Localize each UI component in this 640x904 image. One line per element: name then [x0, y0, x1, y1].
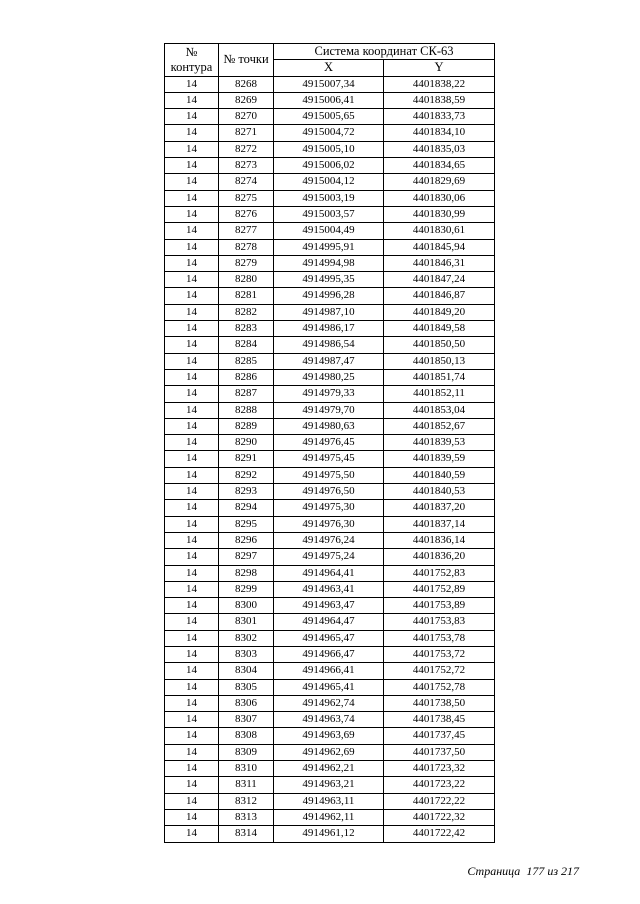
table-row — [165, 353, 495, 369]
table-row — [165, 516, 495, 532]
point-number-cell: 8268 — [219, 76, 274, 92]
contour-number-cell: 14 — [165, 337, 219, 353]
y-coordinate-cell: 4401830,06 — [384, 190, 495, 206]
contour-number-header — [165, 44, 219, 77]
table-row — [165, 418, 495, 434]
y-coordinate-cell: 4401850,50 — [384, 337, 495, 353]
table-row — [165, 809, 495, 825]
y-coordinate-cell: 4401753,72 — [384, 646, 495, 662]
table-header — [165, 44, 495, 77]
table-row — [165, 255, 495, 271]
y-coordinate-cell: 4401838,59 — [384, 92, 495, 108]
x-coordinate-cell: 4915004,72 — [274, 125, 384, 141]
contour-number-cell: 14 — [165, 92, 219, 108]
table-row — [165, 402, 495, 418]
x-coordinate-cell: 4914966,47 — [274, 646, 384, 662]
y-coordinate-cell: 4401845,94 — [384, 239, 495, 255]
y-coordinate-cell: 4401738,50 — [384, 695, 495, 711]
point-number-cell: 8278 — [219, 239, 274, 255]
point-number-cell: 8298 — [219, 565, 274, 581]
point-number-cell: 8285 — [219, 353, 274, 369]
contour-number-cell: 14 — [165, 598, 219, 614]
contour-number-cell: 14 — [165, 712, 219, 728]
point-number-cell: 8281 — [219, 288, 274, 304]
y-coordinate-cell: 4401834,10 — [384, 125, 495, 141]
x-coordinate-cell: 4914963,47 — [274, 598, 384, 614]
y-coordinate-cell: 4401852,11 — [384, 386, 495, 402]
contour-number-cell: 14 — [165, 158, 219, 174]
y-coordinate-cell: 4401849,20 — [384, 304, 495, 320]
x-coordinate-cell: 4914979,70 — [274, 402, 384, 418]
x-coordinate-cell: 4914976,24 — [274, 532, 384, 548]
point-number-cell: 8277 — [219, 223, 274, 239]
y-coordinate-cell: 4401752,72 — [384, 663, 495, 679]
contour-number-cell: 14 — [165, 109, 219, 125]
table-row — [165, 239, 495, 255]
contour-number-cell: 14 — [165, 402, 219, 418]
y-coordinate-cell: 4401849,58 — [384, 321, 495, 337]
table-body — [165, 76, 495, 842]
x-coordinate-cell: 4914975,24 — [274, 549, 384, 565]
point-number-cell: 8306 — [219, 695, 274, 711]
x-coordinate-cell: 4914962,69 — [274, 744, 384, 760]
x-coordinate-cell: 4914963,21 — [274, 777, 384, 793]
x-coordinate-cell: 4914986,17 — [274, 321, 384, 337]
table-row — [165, 728, 495, 744]
contour-number-cell: 14 — [165, 190, 219, 206]
y-coordinate-cell: 4401830,61 — [384, 223, 495, 239]
point-number-cell: 8313 — [219, 809, 274, 825]
point-number-cell: 8284 — [219, 337, 274, 353]
x-coordinate-cell: 4914979,33 — [274, 386, 384, 402]
point-number-cell: 8290 — [219, 435, 274, 451]
table-row — [165, 158, 495, 174]
x-coordinate-cell: 4914962,74 — [274, 695, 384, 711]
contour-number-cell: 14 — [165, 744, 219, 760]
table-row — [165, 190, 495, 206]
table-row — [165, 646, 495, 662]
contour-number-cell: 14 — [165, 451, 219, 467]
x-coordinate-cell: 4914994,98 — [274, 255, 384, 271]
contour-number-cell: 14 — [165, 125, 219, 141]
table-row — [165, 369, 495, 385]
x-coordinate-cell: 4914964,41 — [274, 565, 384, 581]
table-row — [165, 679, 495, 695]
x-coordinate-cell: 4915004,12 — [274, 174, 384, 190]
y-coordinate-cell: 4401839,59 — [384, 451, 495, 467]
table-row — [165, 532, 495, 548]
point-number-cell: 8272 — [219, 141, 274, 157]
table-row — [165, 272, 495, 288]
table-row — [165, 484, 495, 500]
table-row — [165, 826, 495, 842]
table-row — [165, 744, 495, 760]
x-coordinate-cell: 4914976,50 — [274, 484, 384, 500]
y-coordinate-cell: 4401833,73 — [384, 109, 495, 125]
table-row — [165, 565, 495, 581]
contour-number-cell: 14 — [165, 435, 219, 451]
x-coordinate-cell: 4914976,30 — [274, 516, 384, 532]
contour-number-cell: 14 — [165, 809, 219, 825]
contour-number-cell: 14 — [165, 565, 219, 581]
y-column-header: Y — [384, 60, 495, 76]
y-coordinate-cell: 4401846,87 — [384, 288, 495, 304]
contour-number-cell: 14 — [165, 663, 219, 679]
contour-number-cell: 14 — [165, 255, 219, 271]
y-coordinate-cell: 4401835,03 — [384, 141, 495, 157]
point-number-cell: 8312 — [219, 793, 274, 809]
y-coordinate-cell: 4401850,13 — [384, 353, 495, 369]
y-coordinate-cell: 4401830,99 — [384, 206, 495, 222]
table-row — [165, 174, 495, 190]
x-coordinate-cell: 4914965,41 — [274, 679, 384, 695]
point-number-cell: 8280 — [219, 272, 274, 288]
table-row — [165, 321, 495, 337]
contour-number-cell: 14 — [165, 386, 219, 402]
y-coordinate-cell: 4401834,65 — [384, 158, 495, 174]
point-number-cell: 8276 — [219, 206, 274, 222]
x-coordinate-cell: 4914996,28 — [274, 288, 384, 304]
y-coordinate-cell: 4401753,78 — [384, 630, 495, 646]
table-row — [165, 695, 495, 711]
point-number-header: № точки — [219, 44, 274, 77]
contour-number-cell: 14 — [165, 418, 219, 434]
table-row — [165, 761, 495, 777]
y-coordinate-cell: 4401722,42 — [384, 826, 495, 842]
contour-number-cell: 14 — [165, 353, 219, 369]
y-coordinate-cell: 4401836,20 — [384, 549, 495, 565]
contour-number-cell: 14 — [165, 679, 219, 695]
contour-number-cell: 14 — [165, 532, 219, 548]
contour-number-cell: 14 — [165, 206, 219, 222]
page-footer — [467, 864, 579, 879]
table-row — [165, 598, 495, 614]
contour-number-cell: 14 — [165, 321, 219, 337]
point-number-cell: 8304 — [219, 663, 274, 679]
point-number-cell: 8271 — [219, 125, 274, 141]
x-coordinate-cell: 4914966,41 — [274, 663, 384, 679]
y-coordinate-cell: 4401840,59 — [384, 467, 495, 483]
point-number-cell: 8305 — [219, 679, 274, 695]
y-coordinate-cell: 4401852,67 — [384, 418, 495, 434]
y-coordinate-cell: 4401851,74 — [384, 369, 495, 385]
contour-number-cell: 14 — [165, 174, 219, 190]
point-number-cell: 8307 — [219, 712, 274, 728]
point-number-cell: 8288 — [219, 402, 274, 418]
x-coordinate-cell: 4914987,10 — [274, 304, 384, 320]
point-number-cell: 8311 — [219, 777, 274, 793]
x-coordinate-cell: 4914980,25 — [274, 369, 384, 385]
point-number-cell: 8300 — [219, 598, 274, 614]
point-number-cell: 8279 — [219, 255, 274, 271]
point-number-cell: 8286 — [219, 369, 274, 385]
x-coordinate-cell: 4914986,54 — [274, 337, 384, 353]
x-coordinate-cell: 4914965,47 — [274, 630, 384, 646]
x-coordinate-cell: 4914975,45 — [274, 451, 384, 467]
x-coordinate-cell: 4914963,69 — [274, 728, 384, 744]
point-number-cell: 8310 — [219, 761, 274, 777]
x-coordinate-cell: 4914976,45 — [274, 435, 384, 451]
y-coordinate-cell: 4401836,14 — [384, 532, 495, 548]
point-number-cell: 8291 — [219, 451, 274, 467]
y-coordinate-cell: 4401839,53 — [384, 435, 495, 451]
contour-number-cell: 14 — [165, 826, 219, 842]
contour-number-cell: 14 — [165, 141, 219, 157]
table-row — [165, 663, 495, 679]
x-coordinate-cell: 4915005,10 — [274, 141, 384, 157]
point-number-cell: 8296 — [219, 532, 274, 548]
table-row — [165, 76, 495, 92]
table-row — [165, 793, 495, 809]
point-number-cell: 8301 — [219, 614, 274, 630]
table-row — [165, 206, 495, 222]
table-row — [165, 92, 495, 108]
contour-number-cell: 14 — [165, 777, 219, 793]
table-row — [165, 549, 495, 565]
point-number-cell: 8283 — [219, 321, 274, 337]
table-row — [165, 435, 495, 451]
y-coordinate-cell: 4401752,78 — [384, 679, 495, 695]
point-number-cell: 8269 — [219, 92, 274, 108]
contour-number-cell: 14 — [165, 793, 219, 809]
point-number-cell: 8308 — [219, 728, 274, 744]
y-coordinate-cell: 4401837,20 — [384, 500, 495, 516]
x-coordinate-cell: 4914962,11 — [274, 809, 384, 825]
x-column-header: X — [274, 60, 384, 76]
contour-number-cell: 14 — [165, 76, 219, 92]
y-coordinate-cell: 4401752,83 — [384, 565, 495, 581]
x-coordinate-cell: 4915005,65 — [274, 109, 384, 125]
y-coordinate-cell: 4401840,53 — [384, 484, 495, 500]
table-row — [165, 451, 495, 467]
contour-number-cell: 14 — [165, 288, 219, 304]
y-coordinate-cell: 4401752,89 — [384, 581, 495, 597]
x-coordinate-cell: 4914963,11 — [274, 793, 384, 809]
table-row — [165, 386, 495, 402]
x-coordinate-cell: 4914961,12 — [274, 826, 384, 842]
coordinate-system-header: Система координат СК-63 — [274, 44, 495, 60]
x-coordinate-cell: 4915006,02 — [274, 158, 384, 174]
footer-page-word: Страница — [467, 864, 521, 878]
y-coordinate-cell: 4401737,50 — [384, 744, 495, 760]
point-number-cell: 8274 — [219, 174, 274, 190]
table-row — [165, 304, 495, 320]
table-row — [165, 125, 495, 141]
contour-header-line1: № — [185, 44, 198, 59]
contour-number-cell: 14 — [165, 549, 219, 565]
table-row — [165, 777, 495, 793]
contour-header-line2: контура — [170, 59, 213, 74]
point-number-cell: 8282 — [219, 304, 274, 320]
x-coordinate-cell: 4915007,34 — [274, 76, 384, 92]
table-row — [165, 337, 495, 353]
point-number-cell: 8293 — [219, 484, 274, 500]
contour-number-cell: 14 — [165, 646, 219, 662]
table-row — [165, 288, 495, 304]
table-row — [165, 500, 495, 516]
x-coordinate-cell: 4914987,47 — [274, 353, 384, 369]
y-coordinate-cell: 4401838,22 — [384, 76, 495, 92]
y-coordinate-cell: 4401829,69 — [384, 174, 495, 190]
contour-number-cell: 14 — [165, 761, 219, 777]
x-coordinate-cell: 4914975,30 — [274, 500, 384, 516]
contour-number-cell: 14 — [165, 272, 219, 288]
y-coordinate-cell: 4401847,24 — [384, 272, 495, 288]
point-number-cell: 8292 — [219, 467, 274, 483]
y-coordinate-cell: 4401837,14 — [384, 516, 495, 532]
y-coordinate-cell: 4401753,89 — [384, 598, 495, 614]
x-coordinate-cell: 4914995,91 — [274, 239, 384, 255]
contour-number-cell: 14 — [165, 484, 219, 500]
x-coordinate-cell: 4915003,57 — [274, 206, 384, 222]
table-row — [165, 467, 495, 483]
contour-number-cell: 14 — [165, 239, 219, 255]
footer-page-number: 177 — [526, 864, 545, 878]
contour-number-cell: 14 — [165, 581, 219, 597]
point-number-cell: 8295 — [219, 516, 274, 532]
x-coordinate-cell: 4914962,21 — [274, 761, 384, 777]
point-number-cell: 8275 — [219, 190, 274, 206]
table-row — [165, 581, 495, 597]
contour-number-cell: 14 — [165, 516, 219, 532]
x-coordinate-cell: 4914964,47 — [274, 614, 384, 630]
point-number-cell: 8299 — [219, 581, 274, 597]
contour-number-cell: 14 — [165, 467, 219, 483]
table-row — [165, 109, 495, 125]
point-number-cell: 8297 — [219, 549, 274, 565]
x-coordinate-cell: 4914975,50 — [274, 467, 384, 483]
x-coordinate-cell: 4914963,74 — [274, 712, 384, 728]
point-number-cell: 8309 — [219, 744, 274, 760]
table-row — [165, 630, 495, 646]
point-number-cell: 8302 — [219, 630, 274, 646]
coordinates-table — [164, 43, 495, 843]
point-number-cell: 8289 — [219, 418, 274, 434]
point-number-cell: 8287 — [219, 386, 274, 402]
x-coordinate-cell: 4914995,35 — [274, 272, 384, 288]
footer-of-word: из — [547, 864, 558, 878]
table-row — [165, 712, 495, 728]
contour-number-cell: 14 — [165, 728, 219, 744]
point-number-cell: 8314 — [219, 826, 274, 842]
y-coordinate-cell: 4401753,83 — [384, 614, 495, 630]
contour-number-cell: 14 — [165, 500, 219, 516]
y-coordinate-cell: 4401846,31 — [384, 255, 495, 271]
x-coordinate-cell: 4914980,63 — [274, 418, 384, 434]
y-coordinate-cell: 4401737,45 — [384, 728, 495, 744]
point-number-cell: 8294 — [219, 500, 274, 516]
contour-number-cell: 14 — [165, 223, 219, 239]
table-row — [165, 223, 495, 239]
contour-number-cell: 14 — [165, 369, 219, 385]
x-coordinate-cell: 4915003,19 — [274, 190, 384, 206]
x-coordinate-cell: 4914963,41 — [274, 581, 384, 597]
point-number-cell: 8270 — [219, 109, 274, 125]
x-coordinate-cell: 4915004,49 — [274, 223, 384, 239]
x-coordinate-cell: 4915006,41 — [274, 92, 384, 108]
y-coordinate-cell: 4401723,22 — [384, 777, 495, 793]
point-number-cell: 8303 — [219, 646, 274, 662]
point-number-cell: 8273 — [219, 158, 274, 174]
table-row — [165, 614, 495, 630]
contour-number-cell: 14 — [165, 614, 219, 630]
contour-number-cell: 14 — [165, 695, 219, 711]
contour-number-cell: 14 — [165, 304, 219, 320]
footer-page-total: 217 — [561, 864, 579, 878]
table-row — [165, 141, 495, 157]
y-coordinate-cell: 4401722,32 — [384, 809, 495, 825]
y-coordinate-cell: 4401722,22 — [384, 793, 495, 809]
y-coordinate-cell: 4401853,04 — [384, 402, 495, 418]
y-coordinate-cell: 4401723,32 — [384, 761, 495, 777]
y-coordinate-cell: 4401738,45 — [384, 712, 495, 728]
contour-number-cell: 14 — [165, 630, 219, 646]
